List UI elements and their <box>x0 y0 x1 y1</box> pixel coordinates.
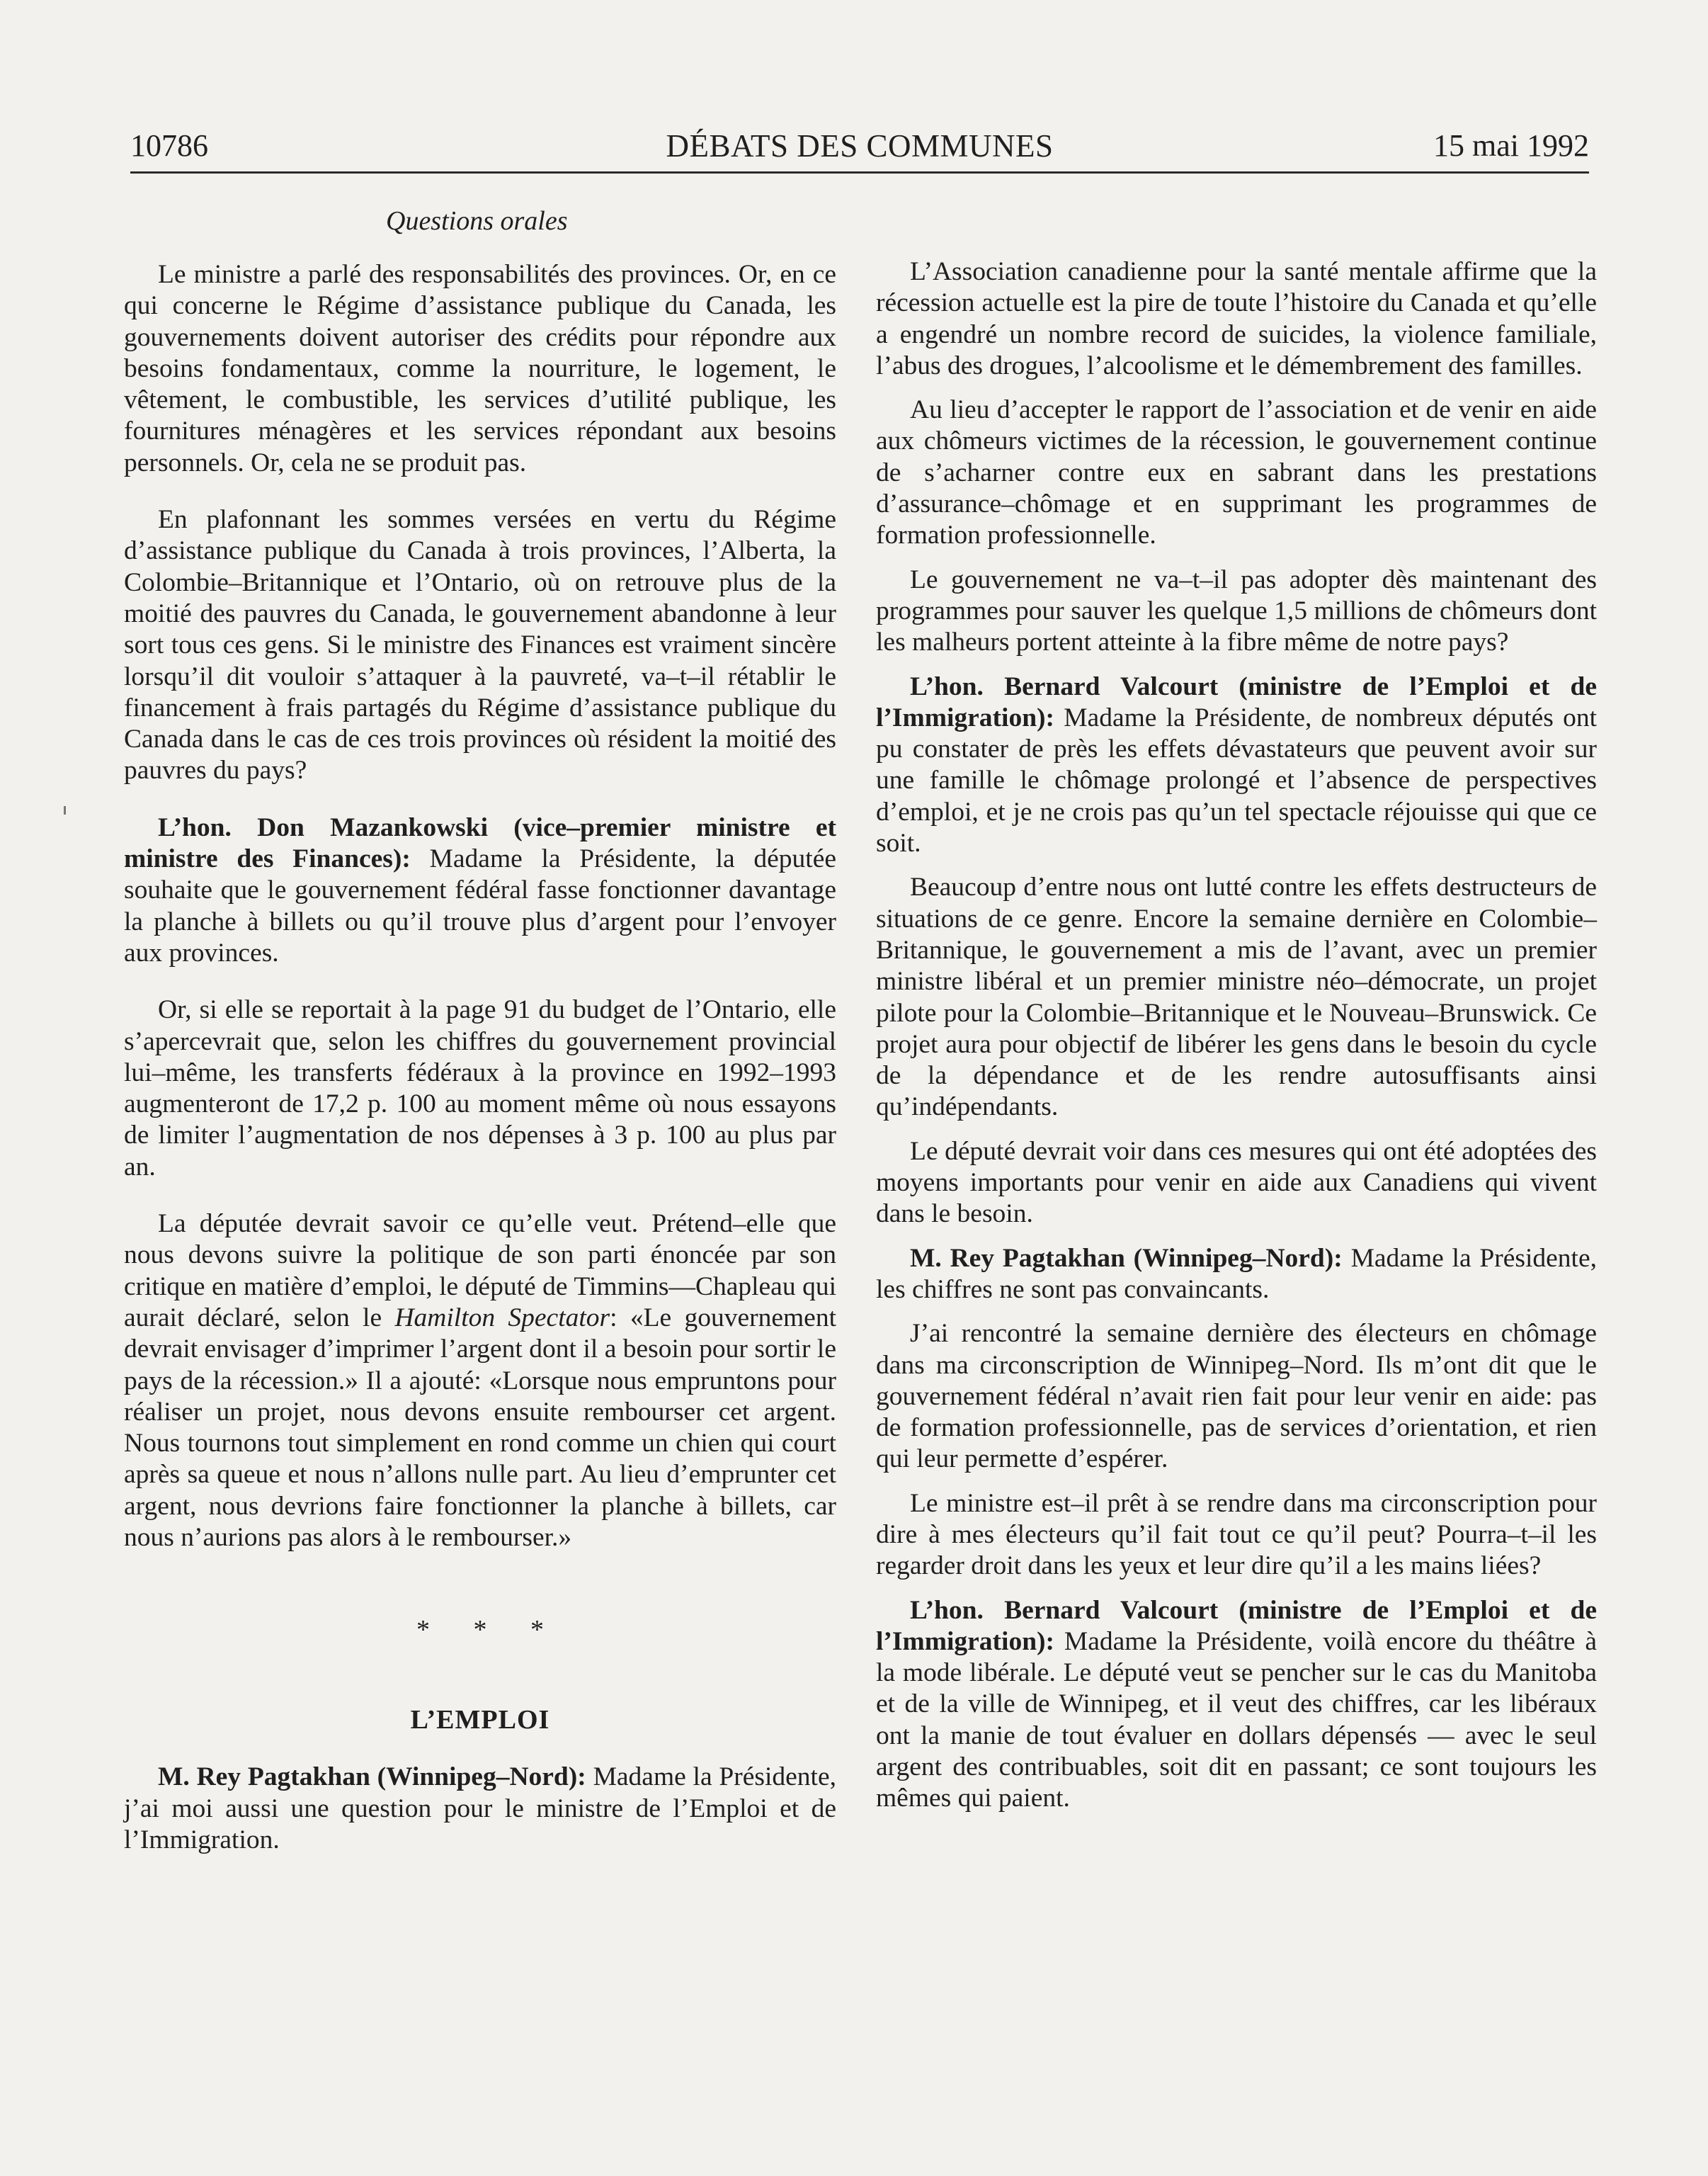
paragraph <box>876 1243 1597 1306</box>
paragraph <box>124 812 836 969</box>
paragraph: L’Association canadienne pour la santé mentale affirme que la récession actuelle est la pire de toute l’histoire du Canada et qu’elle a engendré un nombre record de suicides, la violence familiale, l’abus des drogues, l’alcoolisme et le démembrement des familles. <box>876 257 1597 380</box>
newspaper-title: Hamilton Spectator <box>394 1303 610 1332</box>
left-column <box>124 259 836 1877</box>
paragraph: Au lieu d’accepter le rapport de l’association et de venir en aide aux chômeurs victimes de la récession, le gouvernement continue de s’acharner contre eux en sabrant dans les prestations d’assurance–chômage et en supprimant les programmes de formation professionnelle. <box>876 395 1597 550</box>
speaker-name: L’hon. Bernard Valcourt (ministre de l’Emploi et de l’Immigration): <box>876 672 1597 732</box>
speech-text: Madame la Présidente, la députée souhaite que le gouvernement fédéral fasse fonctionner davantage la planche à billets ou qu’il trouve plus d’argent pour l’envoyer aux provinces. <box>124 844 836 968</box>
right-column <box>876 256 1597 1828</box>
speaker-name: M. Rey Pagtakhan (Winnipeg–Nord): <box>910 1243 1343 1273</box>
speech-text: Madame la Présidente, j’ai moi aussi une question pour le ministre de l’Emploi et de l’Immigration. <box>124 1762 836 1854</box>
paragraph: Or, si elle se reportait à la page 91 du budget de l’Ontario, elle s’apercevrait que, selon les chiffres du gouvernement provincial lui–même, les transferts fédéraux à la province en 1992–1993 augmenteront de 17,2 p. 100 au moment même où nous essayons de limiter l’augmentation de nos dépenses à 3 p. 100 au plus par an. <box>124 995 836 1182</box>
paragraph <box>124 1208 836 1553</box>
paragraph: Beaucoup d’entre nous ont lutté contre les effets destructeurs de situations de ce genre. Encore la semaine dernière en Colombie–Britannique, le gouvernement a mis de l’avant, avec un premier ministre libéral et un premier ministre néo–démocrate, un projet pilote pour la Colombie–Britannique et le Nouveau–Brunswick. Ce projet aura pour objectif de libérer les gens dans le besoin du cycle de la dépendance et de les rendre autosuffisants ainsi qu’indépendants. <box>876 873 1597 1122</box>
speaker-name: L’hon. Bernard Valcourt (ministre de l’Emploi et de l’Immigration): <box>876 1595 1597 1656</box>
paragraph <box>124 1762 836 1856</box>
section-separator: * * * <box>416 1615 562 1645</box>
paragraph: Le député devrait voir dans ces mesures qui ont été adoptées des moyens importants pour venir en aide aux Canadiens qui vivent dans le besoin. <box>876 1136 1597 1229</box>
margin-mark <box>64 806 66 815</box>
speech-text: Madame la Présidente, de nombreux députés ont pu constater de près les effets dévastateurs que peuvent avoir sur une famille le chômage prolongé et l’absence de perspectives d’emploi, et je ne crois pas qu’un tel spectacle réjouisse qui que ce soit. <box>876 703 1597 858</box>
section-label: Questions orales <box>386 206 568 236</box>
speech-text: La députée devrait savoir ce qu’elle veut. Prétend–elle que nous devons suivre la politique de son parti énoncée par son critique en matière d’emploi, le député de Timmins—Chapleau qui aurait déclaré, selon le <box>124 1209 836 1332</box>
speech-text: Madame la Présidente, voilà encore du théâtre à la mode libérale. Le député veut se pencher sur le cas du Manitoba et de la ville de Winnipeg, et il veut des chiffres, car les libéraux ont la manie de tout évaluer en dollars dépensés — avec le seul argent des contribuables, soit dit en passant; ce sont toujours les mêmes qui paient. <box>876 1626 1597 1813</box>
paragraph: Le ministre a parlé des responsabilités des provinces. Or, en ce qui concerne le Régime d’assistance publique du Canada, les gouvernements doivent autoriser des crédits pour répondre aux besoins fondamentaux, comme la nourriture, le logement, le vêtement, le combustible, les services d’utilité publique, les fournitures ménagères et les services répondant aux besoins personnels. Or, cela ne se produit pas. <box>124 260 836 477</box>
page-number: 10786 <box>130 128 208 163</box>
paragraph <box>876 672 1597 860</box>
speech-text: : «Le gouvernement devrait envisager d’imprimer l’argent dont il a besoin pour sortir le pays de la récession.» Il a ajouté: «Lorsque nous empruntons pour réaliser un projet, nous devons ensuite rembourser cet argent. Nous tournons tout simplement en rond comme un chien qui court après sa queue et nous n’allons nulle part. Au lieu d’emprunter cet argent, nous devrions faire fonctionner la planche à billets, car nous n’aurions pas alors à le rembourser.» <box>124 1303 836 1552</box>
speaker-name: M. Rey Pagtakhan (Winnipeg–Nord): <box>158 1762 586 1792</box>
paragraph: En plafonnant les sommes versées en vertu du Régime d’assistance publique du Canada à trois provinces, l’Alberta, la Colombie–Britannique et l’Ontario, où on retrouve plus de la moitié des pauvres du Canada, le gouvernement abandonne à leur sort tous ces gens. Si le ministre des Finances est vraiment sincère lorsqu’il dit vouloir s’attaquer à la pauvreté, va–t–il rétablir le financement à frais partagés du Régime d’assistance publique du Canada dans le cas de ces trois provinces où résident la moitié des pauvres du pays? <box>124 505 836 786</box>
publication-date: 15 mai 1992 <box>1433 128 1589 163</box>
publication-title: DÉBATS DES COMMUNES <box>666 128 1054 164</box>
speech-text: Madame la Présidente, les chiffres ne sont pas convaincants. <box>876 1243 1597 1304</box>
page-header <box>130 128 1589 174</box>
paragraph: Le gouvernement ne va–t–il pas adopter dès maintenant des programmes pour sauver les quelque 1,5 millions de chômeurs dont les malheurs portent atteinte à la fibre même de notre pays? <box>876 565 1597 657</box>
subheading: L’EMPLOI <box>410 1705 550 1735</box>
paragraph: J’ai rencontré la semaine dernière des électeurs en chômage dans ma circonscription de Winnipeg–Nord. Ils m’ont dit que le gouvernement fédéral n’avait rien fait pour leur venir en aide: pas de formation professionnelle, pas de services d’orientation, et rien qui leur permette d’espérer. <box>876 1319 1597 1474</box>
paragraph: Le ministre est–il prêt à se rendre dans ma circonscription pour dire à mes électeurs qu’il fait tout ce qu’il peut? Pourra–t–il les regarder droit dans les yeux et leur dire qu’il a les mains liées? <box>876 1488 1597 1581</box>
paragraph <box>876 1595 1597 1815</box>
speaker-name: L’hon. Don Mazankowski (vice–premier ministre et ministre des Finances): <box>124 812 836 874</box>
